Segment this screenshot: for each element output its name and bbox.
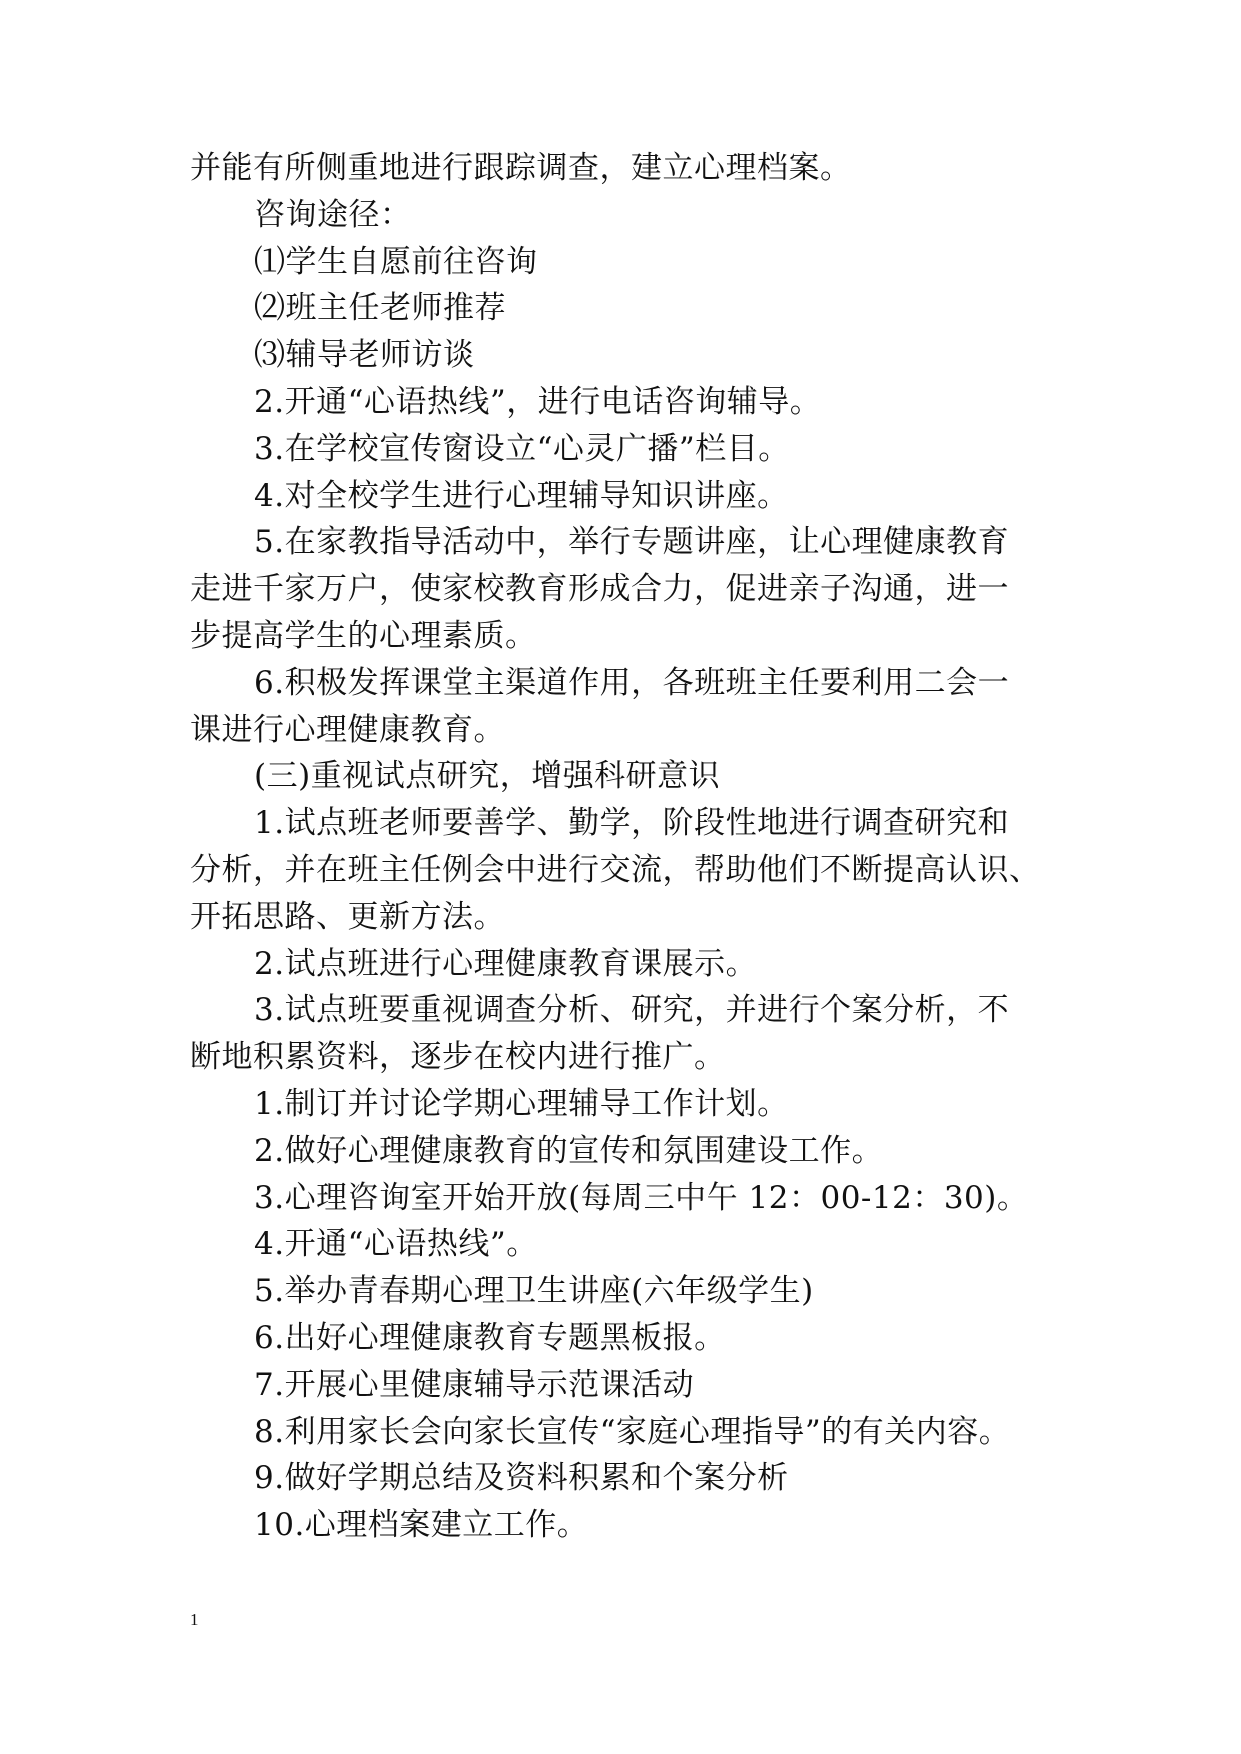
text-line: 1.制订并讨论学期心理辅导工作计划。	[254, 1085, 789, 1122]
text-line: 5.在家教指导活动中，举行专题讲座，让心理健康教育	[254, 524, 1010, 561]
text-line: 断地积累资料，逐步在校内进行推广。	[190, 1039, 726, 1076]
text-line: 分析，并在班主任例会中进行交流，帮助他们不断提高认识、	[190, 851, 1041, 888]
text-line: 9.做好学期总结及资料积累和个案分析	[254, 1460, 789, 1497]
text-line: ⑶辅导老师访谈	[254, 337, 475, 374]
text-line: 2.试点班进行心理健康教育课展示。	[254, 945, 758, 982]
text-line: 2.开通“心语热线”，进行电话咨询辅导。	[254, 383, 822, 420]
text-line: ⑴学生自愿前往咨询	[254, 243, 538, 280]
text-line: ⑵班主任老师推荐	[254, 290, 506, 327]
body-text	[190, 145, 1060, 1549]
text-line: 3.试点班要重视调查分析、研究，并进行个案分析，不	[254, 992, 1010, 1029]
text-line: 咨询途径：	[254, 196, 412, 233]
text-line: 4.开通“心语热线”。	[254, 1226, 538, 1263]
text-line: 5.举办青春期心理卫生讲座(六年级学生)	[254, 1273, 814, 1310]
text-line: 10.心理档案建立工作。	[254, 1507, 589, 1544]
text-line: 7.开展心里健康辅导示范课活动	[254, 1366, 695, 1403]
text-line: 开拓思路、更新方法。	[190, 898, 505, 935]
text-line: 8.利用家长会向家长宣传“家庭心理指导”的有关内容。	[254, 1413, 1011, 1450]
text-line: (三)重视试点研究，增强科研意识	[254, 758, 721, 795]
page-number: 1	[190, 1610, 199, 1629]
text-line: 4.对全校学生进行心理辅导知识讲座。	[254, 477, 789, 514]
text-line: 3.在学校宣传窗设立“心灵广播”栏目。	[254, 430, 790, 467]
text-line: 2.做好心理健康教育的宣传和氛围建设工作。	[254, 1132, 884, 1169]
text-line: 6.出好心理健康教育专题黑板报。	[254, 1319, 726, 1356]
text-line: 6.积极发挥课堂主渠道作用，各班班主任要利用二会一	[254, 664, 1010, 701]
text-line: 3.心理咨询室开始开放(每周三中午 12：00-12：30)。	[254, 1179, 1029, 1216]
text-line: 并能有所侧重地进行跟踪调查，建立心理档案。	[190, 150, 852, 186]
text-line: 1.试点班老师要善学、勤学，阶段性地进行调查研究和	[254, 805, 1010, 842]
text-line: 步提高学生的心理素质。	[190, 617, 537, 654]
text-line: 走进千家万户，使家校教育形成合力，促进亲子沟通，进一	[190, 571, 1009, 608]
text-line: 课进行心理健康教育。	[190, 711, 505, 748]
